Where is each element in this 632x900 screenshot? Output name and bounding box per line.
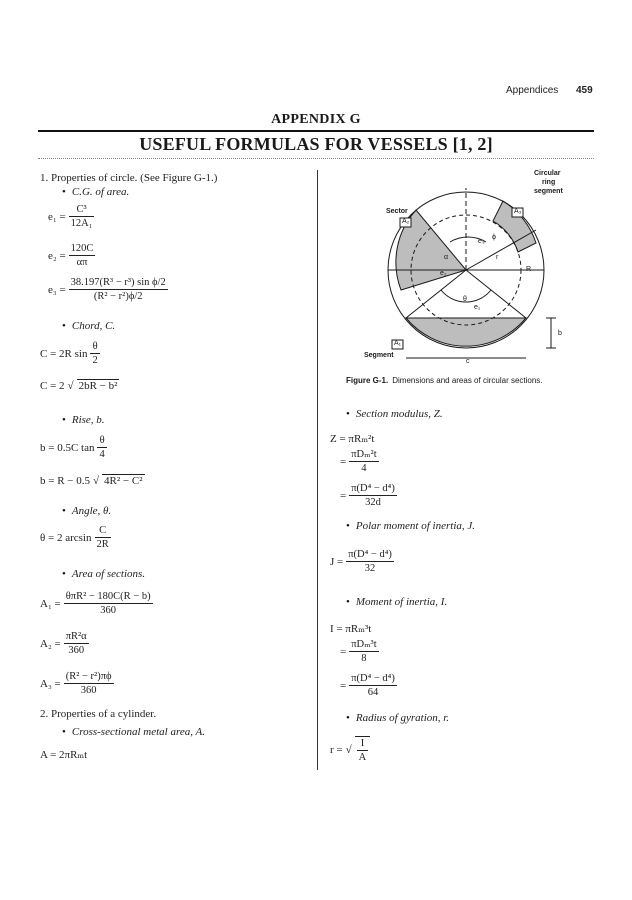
formula-rise-1 <box>40 434 107 461</box>
formula-i2-den: 8 <box>349 651 378 665</box>
formula-angle-num: C <box>99 525 107 536</box>
label-a1-box: A₁ <box>394 340 402 347</box>
formula-a2 <box>40 630 89 657</box>
formula-z3-den: 32d <box>349 495 397 509</box>
label-r: r <box>496 254 499 261</box>
formula-a2-lhs: A₂ = <box>40 637 61 650</box>
label-theta: θ <box>463 296 467 303</box>
label-segment: Segment <box>364 352 394 359</box>
formula-j-num: π(D⁴ − d⁴) <box>348 549 392 560</box>
formula-chord-2: C = 2 √ 2bR − b² <box>40 379 118 392</box>
appendix-label: APPENDIX G <box>271 112 361 127</box>
formula-i3-num: π(D⁴ − d⁴) <box>351 673 395 684</box>
formula-i3-den: 64 <box>349 685 397 699</box>
label-b: b <box>558 330 562 337</box>
label-a3-box: A₃ <box>514 208 522 215</box>
formula-j-lhs: J = <box>330 555 344 568</box>
label-alpha: α <box>444 254 449 261</box>
formula-rise-1-den: 4 <box>99 449 105 460</box>
formula-e3-lhs: e₃ = <box>48 283 66 296</box>
bullet-chord: • Chord, C. <box>62 320 115 332</box>
bullet-moment-inertia: • Moment of inertia, I. <box>346 596 447 608</box>
formula-e2-num: 120C <box>70 243 94 254</box>
formula-z3-lhs: = <box>340 489 347 502</box>
formula-rg-lhs: r = <box>330 744 343 756</box>
figure-caption <box>346 376 543 385</box>
formula-rg-num: I <box>360 738 365 749</box>
formula-a2-num: πR²α <box>65 631 87 642</box>
formula-e2-lhs: e₂ = <box>48 249 66 262</box>
formula-chord-1-lhs: C = 2R sin <box>40 347 88 360</box>
formula-i2-lhs: = <box>340 645 347 658</box>
title-rule-bottom <box>38 158 594 159</box>
label-e2: e₂ <box>440 270 447 277</box>
formula-a1 <box>40 590 153 617</box>
formula-rise-2-lhs: b = R − 0.5 <box>40 474 90 487</box>
column-divider <box>317 170 318 770</box>
bullet-rise: • Rise, b. <box>62 414 105 426</box>
formula-e1-lhs: e₁ = <box>48 210 66 223</box>
formula-z3 <box>340 482 397 509</box>
formula-e3-num: 38.197(R³ − r³) sin ϕ/2 <box>70 277 166 288</box>
formula-chord-1-den: 2 <box>92 355 98 366</box>
title-rule-top <box>38 130 594 132</box>
formula-z2 <box>340 448 379 475</box>
formula-radius-gyration: r = √ $\frac{I}{A}$ <box>330 736 370 764</box>
figure-g1-diagram <box>346 170 586 370</box>
formula-angle-lhs: θ = 2 arcsin <box>40 531 92 544</box>
label-a2-box: A₂ <box>402 218 410 225</box>
formula-e1-num: C³ <box>76 204 87 215</box>
formula-a3-num: (R² − r²)πϕ <box>65 671 112 682</box>
running-head-section: Appendices <box>506 85 559 96</box>
label-e3: e₃ <box>478 238 485 245</box>
label-phi: ϕ <box>492 234 496 241</box>
formula-chord-2-lhs: C = 2 <box>40 379 65 392</box>
radius-R-line <box>466 230 536 270</box>
figure-caption-text: Dimensions and areas of circular sections. <box>392 376 543 385</box>
label-c: c <box>466 358 470 365</box>
bullet-cross-section: • Cross-sectional metal area, A. <box>62 726 205 738</box>
formula-j-den: 32 <box>346 561 394 575</box>
formula-e3-den: (R² − r²)ϕ/2 <box>69 289 168 303</box>
formula-i2 <box>340 638 379 665</box>
formula-cross-area: A = 2πRₘt <box>40 749 88 761</box>
formula-z2-den: 4 <box>349 461 378 475</box>
formula-a3 <box>40 670 114 697</box>
formula-a1-num: θπR² − 180C(R − b) <box>65 591 151 602</box>
formula-rise-2-radicand: 4R² − C² <box>104 475 143 487</box>
figure-circular-sections <box>346 170 586 375</box>
formula-e3 <box>48 276 168 303</box>
label-segment-ring: segment <box>534 188 563 195</box>
formula-z2-num: πDₘ²t <box>351 449 377 460</box>
figure-caption-label: Figure G-1. <box>346 376 389 385</box>
formula-chord-1 <box>40 340 100 367</box>
label-ring: ring <box>542 179 556 186</box>
circle-segment-shape <box>406 318 526 346</box>
formula-angle-den: 2R <box>96 539 109 550</box>
formula-angle <box>40 524 111 551</box>
formula-a3-den: 360 <box>64 683 114 697</box>
bullet-cg-area: • C.G. of area. <box>62 186 129 198</box>
label-sector: Sector <box>386 208 408 215</box>
label-e1: e₁ <box>474 304 481 311</box>
formula-chord-2-radicand: 2bR − b² <box>78 380 118 392</box>
formula-rise-1-num: θ <box>99 435 105 446</box>
formula-i1: I = πRₘ³t <box>330 623 372 635</box>
page-number: 459 <box>576 85 593 96</box>
page-title: USEFUL FORMULAS FOR VESSELS [1, 2] <box>139 134 493 154</box>
bullet-area: • Area of sections. <box>62 568 145 580</box>
formula-e2-den: απ <box>69 255 96 269</box>
formula-i3 <box>340 672 397 699</box>
formula-i2-num: πDₘ³t <box>351 639 377 650</box>
formula-z3-num: π(D⁴ − d⁴) <box>351 483 395 494</box>
formula-z2-lhs: = <box>340 455 347 468</box>
formula-rise-2: b = R − 0.5 √ 4R² − C² <box>40 474 143 487</box>
formula-chord-1-num: θ <box>92 341 98 352</box>
formula-rg-den: A <box>358 752 367 763</box>
formula-e1-den: 12A₁ <box>70 218 93 229</box>
formula-z1: Z = πRₘ²t <box>330 433 375 445</box>
formula-rise-1-lhs: b = 0.5C tan <box>40 441 95 454</box>
item-circle-properties: 1. Properties of circle. (See Figure G-1.) <box>40 172 218 184</box>
formula-a2-den: 360 <box>64 643 89 657</box>
bullet-angle: • Angle, θ. <box>62 505 111 517</box>
formula-j <box>330 548 394 575</box>
label-circular: Circular <box>534 170 561 177</box>
item-cylinder-properties: 2. Properties of a cylinder. <box>40 708 157 720</box>
bullet-radius-gyration: • Radius of gyration, r. <box>346 712 449 724</box>
formula-a1-lhs: A₁ = <box>40 597 61 610</box>
formula-i3-lhs: = <box>340 679 347 692</box>
formula-a1-den: 360 <box>64 603 153 617</box>
formula-a3-lhs: A₃ = <box>40 677 61 690</box>
formula-e2 <box>48 242 95 269</box>
formula-e1 <box>48 203 94 230</box>
bullet-section-modulus: • Section modulus, Z. <box>346 408 443 420</box>
label-R: R <box>526 266 532 273</box>
bullet-polar-moment: • Polar moment of inertia, J. <box>346 520 475 532</box>
